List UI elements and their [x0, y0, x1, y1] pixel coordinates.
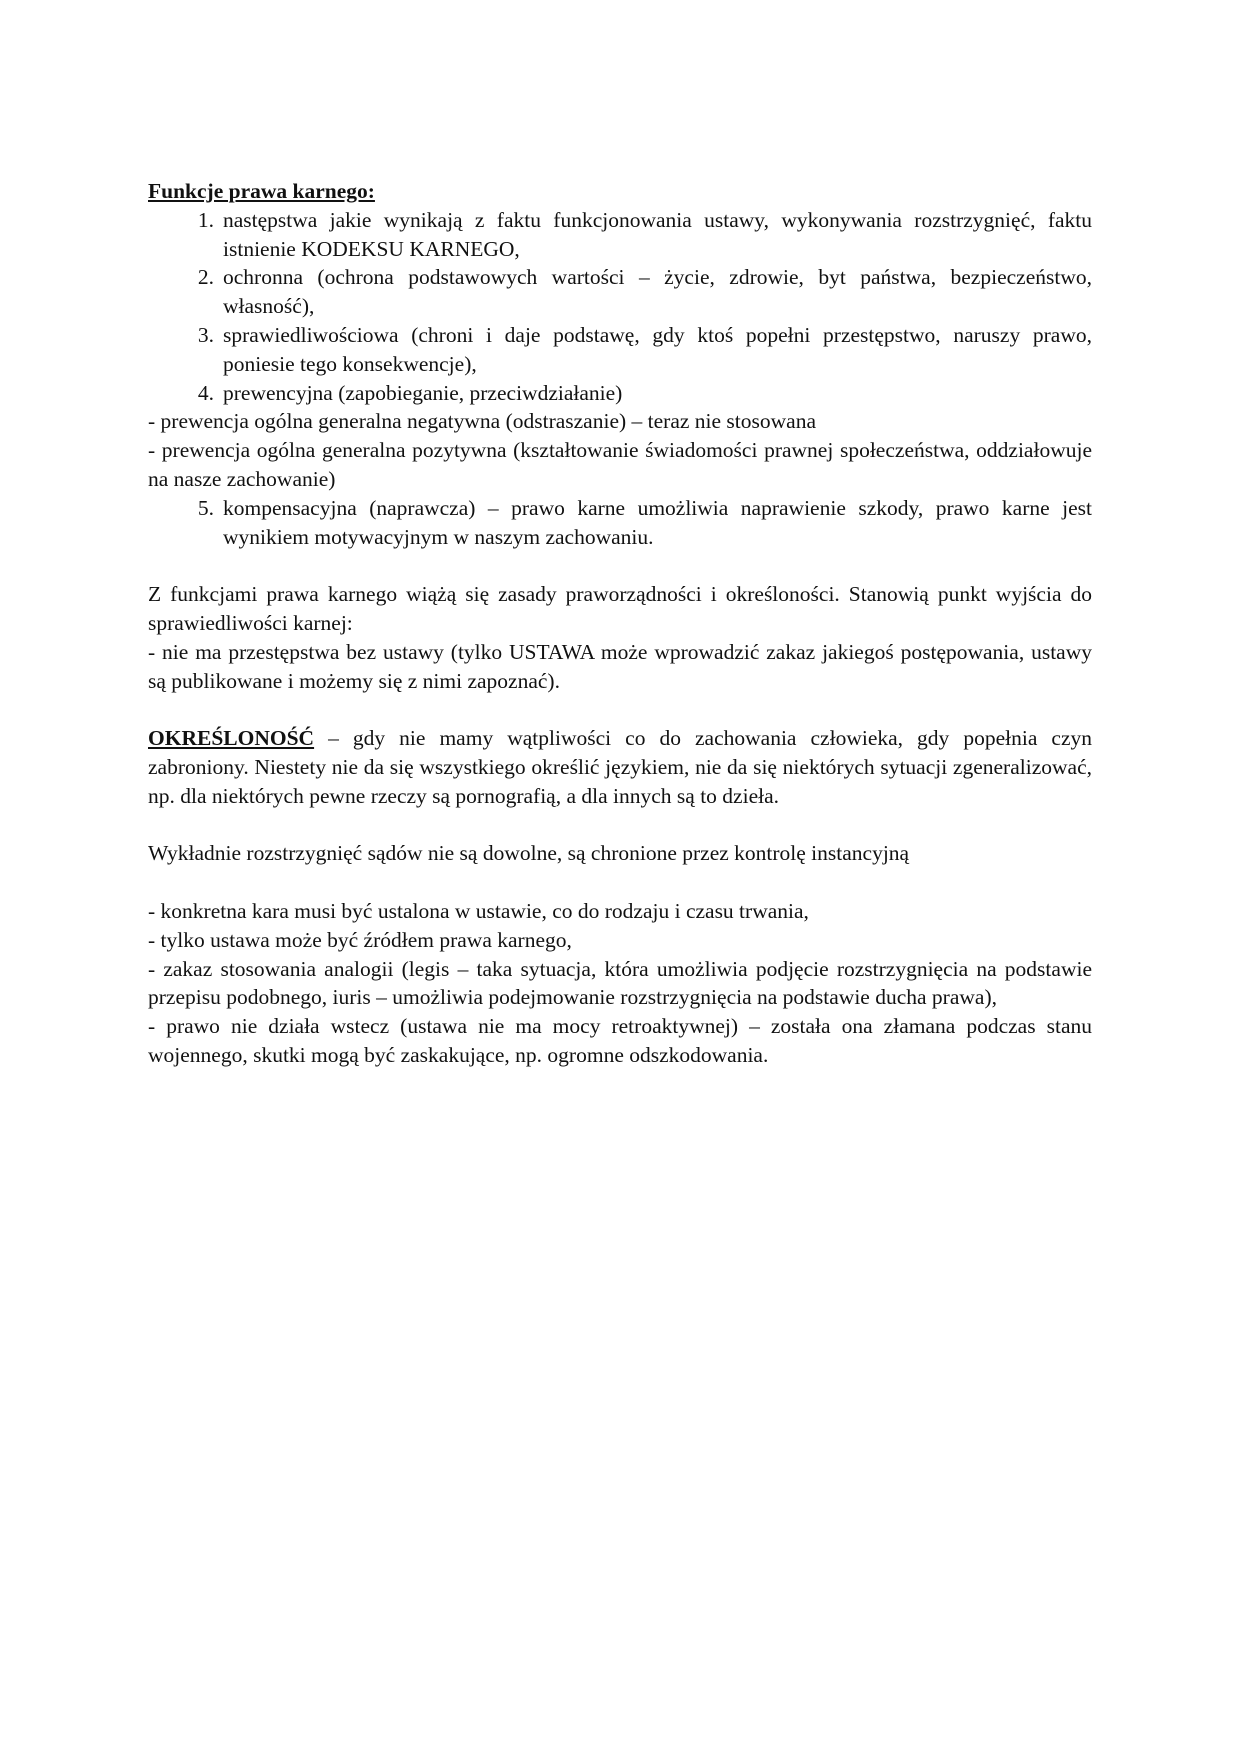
spacer	[148, 695, 1092, 724]
spacer	[148, 551, 1092, 580]
functions-list-a	[148, 206, 1092, 408]
functions-list-b	[148, 494, 1092, 552]
document-page	[148, 177, 1092, 1070]
prevention-negative: - prewencja ogólna generalna negatywna (odstraszanie) – teraz nie stosowana	[148, 409, 816, 434]
function-item	[148, 206, 1092, 264]
function-text: ochronna (ochrona podstawowych wartości – życie, zdrowie, byt państwa, bezpieczeństwo, własność),	[223, 265, 1092, 319]
function-item	[148, 321, 1092, 379]
function-item	[148, 379, 1092, 408]
function-number: 4.	[197, 380, 214, 405]
document-heading: Funkcje prawa karnego:	[148, 179, 375, 203]
rule-line: - konkretna kara musi być ustalona w ustawie, co do rodzaju i czasu trwania,	[148, 898, 809, 923]
definiteness-paragraph	[148, 724, 1092, 810]
function-item	[148, 263, 1092, 321]
spacer	[148, 811, 1092, 840]
no-crime-without-law: - nie ma przestępstwa bez ustawy (tylko USTAWA może wprowadzić zakaz jakiegoś postępowania, ustawy są publikowane i możemy się z nimi zapoznać).	[148, 639, 1092, 693]
function-number: 5.	[197, 495, 214, 520]
definiteness-term: OKREŚLONOŚĆ	[148, 726, 315, 751]
function-text: następstwa jakie wynikają z faktu funkcjonowania ustawy, wykonywania rozstrzygnięć, faktu istnienie KODEKSU KARNEGO,	[223, 207, 1092, 261]
function-number: 1.	[197, 207, 214, 232]
function-text: prewencyjna (zapobieganie, przeciwdziałanie)	[223, 380, 623, 405]
interpretation-paragraph: Wykładnie rozstrzygnięć sądów nie są dowolne, są chronione przez kontrolę instancyjną	[148, 841, 910, 866]
rule-line: - tylko ustawa może być źródłem prawa karnego,	[148, 927, 572, 952]
prevention-positive: - prewencja ogólna generalna pozytywna (kształtowanie świadomości prawnej społeczeństwa, oddziałowuje na nasze zachowanie)	[148, 438, 1092, 491]
rule-line: - prawo nie działa wstecz (ustawa nie ma mocy retroaktywnej) – została ona złamana podczas stanu wojennego, skutki mogą być zaskakujące, np. ogromne odszkodowania.	[148, 1014, 1092, 1067]
function-text: kompensacyjna (naprawcza) – prawo karne umożliwia naprawienie szkody, prawo karne jest wynikiem motywacyjnym w naszym zachowaniu.	[223, 495, 1092, 549]
spacer	[148, 868, 1092, 897]
intro-paragraph: Z funkcjami prawa karnego wiążą się zasady praworządności i określoności. Stanowią punkt wyjścia do sprawiedliwości karnej:	[148, 582, 1092, 635]
function-text: sprawiedliwościowa (chroni i daje podstawę, gdy ktoś popełni przestępstwo, naruszy prawo, poniesie tego konsekwencje),	[223, 322, 1092, 376]
function-number: 2.	[197, 265, 214, 290]
definiteness-text: – gdy nie mamy wątpliwości co do zachowania człowieka, gdy popełnia czyn zabroniony. Niestety nie da się wszystkiego określić językiem, nie da się niektórych sytuacji zgeneralizować, np. dla niektórych pewne rzeczy są pornografią, a dla innych są to dzieła.	[148, 726, 1092, 808]
function-item	[148, 494, 1092, 552]
function-number: 3.	[197, 322, 214, 347]
rule-line: - zakaz stosowania analogii (legis – taka sytuacja, która umożliwia podjęcie rozstrzygnięcia na podstawie przepisu podobnego, iuris – umożliwia podejmowanie rozstrzygnięcia na podstawie ducha prawa),	[148, 956, 1092, 1010]
